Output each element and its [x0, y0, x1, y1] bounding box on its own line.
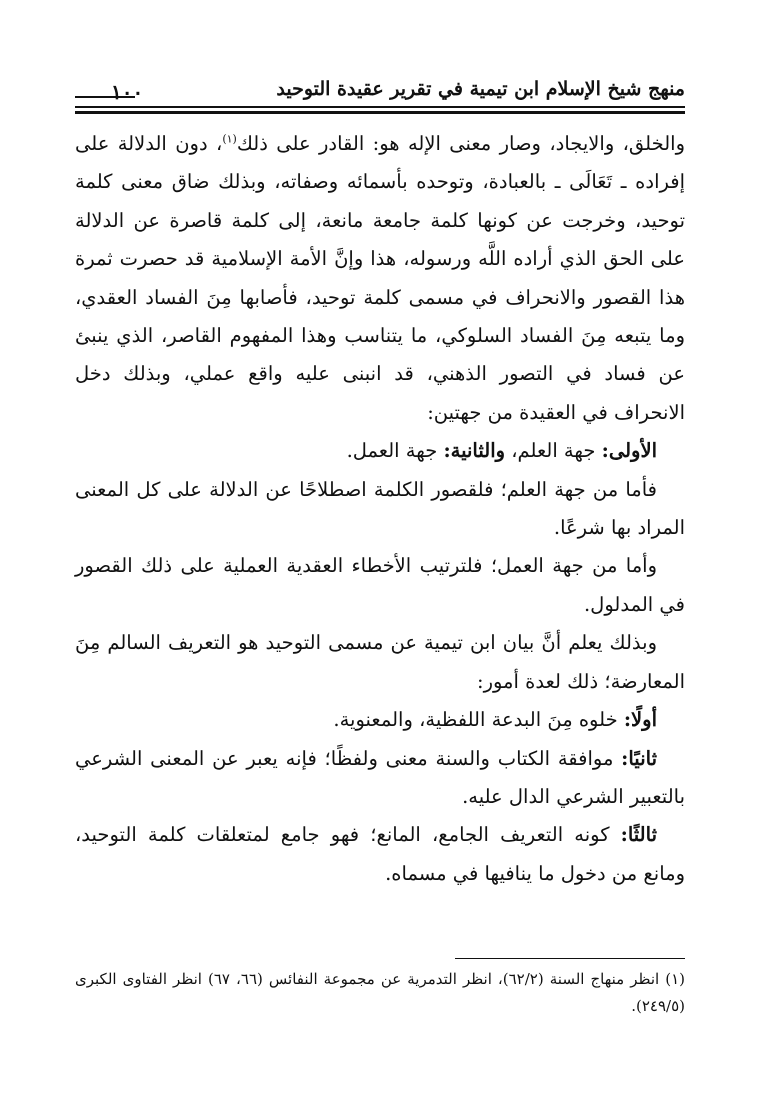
paragraph-1	[75, 125, 685, 432]
page-number: ١٠٠	[111, 80, 144, 104]
paragraph-1-start: والخلق، والايجاد، وصار معنى الإله هو: القادر على ذلك	[236, 132, 685, 155]
point-3-text: كونه التعريف الجامع، المانع؛ فهو جامع لمتعلقات كلمة التوحيد، ومانع من دخول ما ينافيها في مسماه.	[75, 823, 685, 885]
header-title: منهج شيخ الإسلام ابن تيمية في تقرير عقيدة التوحيد	[276, 78, 685, 100]
footnotes	[75, 966, 685, 1020]
header-rule-thick	[75, 111, 685, 114]
paragraph-1-rest: ، دون الدلالة على إفراده ـ تَعَالَى ـ بالعبادة، وتوحده بأسمائه وصفاته، وبذلك ضاق معنى كلمة توحيد، وخرجت عن كونها كلمة جامعة مانعة، إلى كلمة قاصرة عن الدلالة على الحق الذي أراده اللَّه ورسوله، هذا وإنَّ الأمة الإسلامية قد حصرت ثمرة هذا القصور والانحراف في مسمى كلمة توحيد، فأصابها مِنَ الفساد العقدي، وما يتبعه مِنَ الفساد السلوكي، ما يتناسب وهذا المفهوم القاصر، الذي ينبئ عن فساد في التصور الذهني، قد انبنى عليه واقع عملي، وبذلك دخل الانحراف في العقيدة من جهتين:	[75, 132, 685, 424]
running-header	[75, 72, 685, 112]
paragraph-5: وبذلك يعلم أنَّ بيان ابن تيمية عن مسمى التوحيد هو التعريف السالم مِنَ المعارضة؛ ذلك لعدة أمور:	[75, 631, 685, 693]
point-3-label: ثالثًا:	[620, 823, 657, 847]
paragraph-4: وأما من جهة العمل؛ فلترتيب الأخطاء العقدية العملية على ذلك القصور في المدلول.	[75, 554, 685, 616]
point-1	[75, 701, 685, 739]
point-1-text: خلوه مِنَ البدعة اللفظية، والمعنوية.	[333, 708, 624, 732]
second-text: جهة العمل.	[346, 439, 444, 463]
point-2-text: موافقة الكتاب والسنة معنى ولفظًا؛ فإنه يعبر عن المعنى الشرعي بالتعبير الشرعي الدال عليه.	[75, 746, 685, 808]
point-2	[75, 740, 685, 817]
header-rule-thin	[75, 106, 685, 108]
footnote-ref-1[interactable]: (١)	[222, 132, 237, 146]
point-2-label: ثانيًا:	[621, 746, 657, 770]
main-text	[75, 125, 685, 893]
first-text: جهة العلم،	[505, 439, 602, 463]
footnote-separator	[455, 958, 685, 959]
point-1-label: أولًا:	[623, 708, 657, 732]
second-label: والثانية:	[443, 439, 506, 463]
footnote-1: (١) انظر منهاج السنة (٦٢/٢)، انظر التدمرية عن مجموعة النفائس (٦٦، ٦٧) انظر الفتاوى الكبرى (٢٤٩/٥).	[75, 970, 685, 1015]
paragraph-2	[75, 432, 685, 470]
paragraph-3: فأما من جهة العلم؛ فلقصور الكلمة اصطلاحًا عن الدلالة على كل المعنى المراد بها شرعًا.	[75, 477, 685, 540]
point-3	[75, 816, 685, 893]
first-label: الأولى:	[601, 439, 657, 463]
